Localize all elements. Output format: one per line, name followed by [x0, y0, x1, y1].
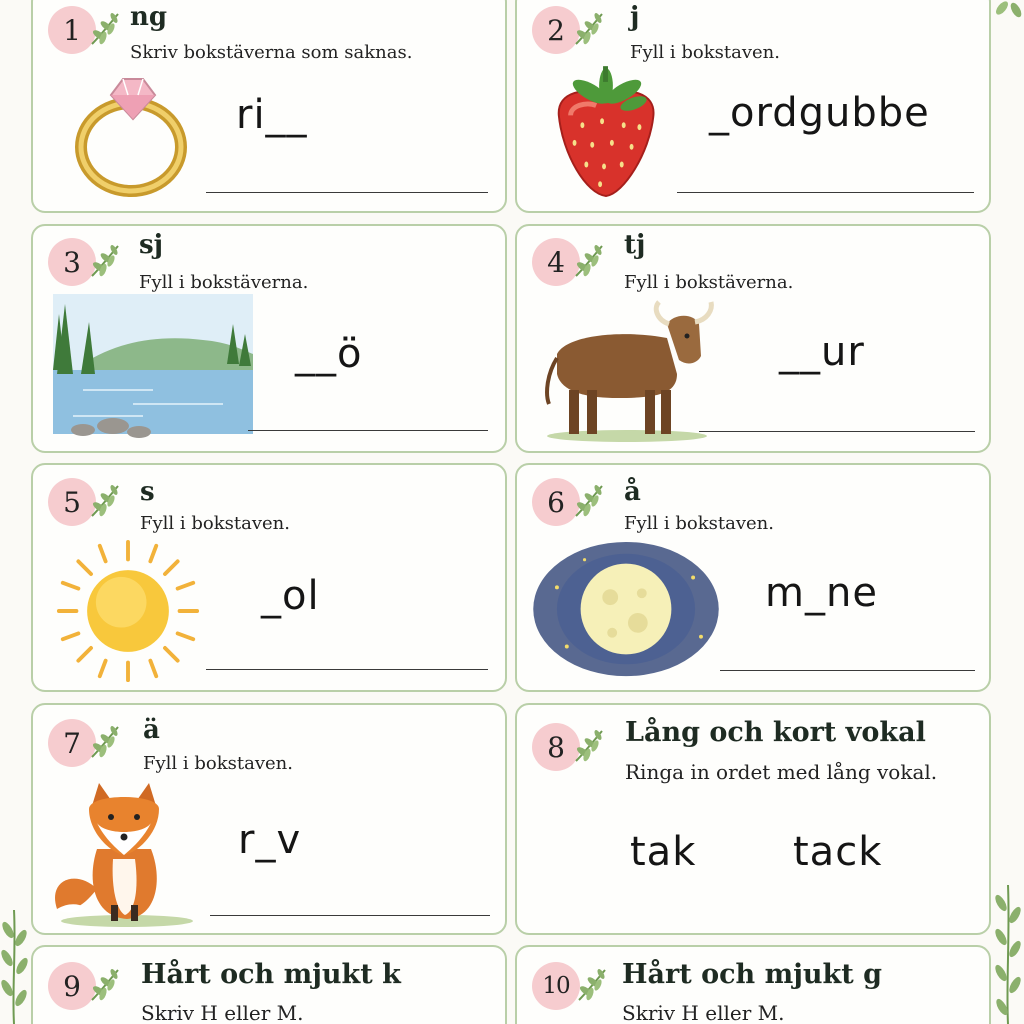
exercise-title: ng — [130, 2, 168, 32]
ring-icon — [73, 75, 193, 205]
exercise-instruction: Fyll i bokstaven. — [624, 513, 774, 534]
exercise-card-9 — [31, 945, 507, 1024]
fox-icon — [47, 779, 197, 929]
answer-line[interactable] — [206, 669, 488, 670]
exercise-instruction: Fyll i bokstaven. — [630, 42, 780, 63]
exercise-title: s — [140, 477, 155, 507]
exercise-card-4 — [515, 224, 991, 453]
word-with-blanks: ri__ — [236, 92, 308, 138]
exercise-title: tj — [624, 230, 646, 260]
lake-icon — [43, 294, 253, 444]
leaf-sprig-icon — [572, 10, 606, 48]
bull-icon — [527, 294, 727, 444]
exercise-card-1 — [31, 0, 507, 213]
moon-icon — [527, 538, 725, 686]
word-with-blanks: m_ne — [765, 570, 878, 616]
leaf-sprig-icon — [572, 242, 606, 280]
exercise-card-8 — [515, 703, 991, 935]
vine-right-icon — [992, 885, 1024, 1024]
choice-word-1[interactable]: tak — [630, 829, 697, 875]
exercise-card-6 — [515, 463, 991, 692]
leaf-sprig-icon — [88, 242, 122, 280]
exercise-number-badge: 6 — [532, 478, 580, 526]
leaf-sprig-icon — [575, 966, 609, 1004]
exercise-card-5 — [31, 463, 507, 692]
leaf-sprig-icon — [572, 727, 606, 765]
exercise-instruction: Ringa in ordet med lång vokal. — [625, 760, 938, 784]
exercise-title: å — [624, 477, 641, 507]
answer-line[interactable] — [699, 431, 975, 432]
answer-line[interactable] — [720, 670, 975, 671]
exercise-instruction: Skriv bokstäverna som saknas. — [130, 42, 413, 63]
sun-icon — [55, 538, 201, 684]
exercise-number-badge: 1 — [48, 6, 96, 54]
exercise-number-badge: 10 — [532, 962, 580, 1010]
exercise-instruction: Fyll i bokstaven. — [143, 753, 293, 774]
exercise-instruction: Fyll i bokstäverna. — [624, 272, 794, 293]
exercise-card-7 — [31, 703, 507, 935]
answer-line[interactable] — [677, 192, 974, 193]
exercise-instruction: Skriv H eller M. — [622, 1001, 785, 1024]
exercise-number-badge: 3 — [48, 238, 96, 286]
leaf-sprig-icon — [88, 10, 122, 48]
exercise-card-10 — [515, 945, 991, 1024]
exercise-number-badge: 5 — [48, 478, 96, 526]
exercise-number-badge: 7 — [48, 719, 96, 767]
exercise-card-3 — [31, 224, 507, 453]
word-with-blanks: __ö — [295, 331, 363, 377]
strawberry-icon — [547, 65, 665, 205]
word-with-blanks: r_v — [238, 817, 302, 863]
exercise-title: Lång och kort vokal — [625, 717, 926, 748]
answer-line[interactable] — [210, 915, 490, 916]
leaf-sprig-icon — [572, 482, 606, 520]
exercise-instruction: Skriv H eller M. — [141, 1001, 304, 1024]
exercise-title: sj — [139, 230, 164, 260]
exercise-instruction: Fyll i bokstäverna. — [139, 272, 309, 293]
exercise-number-badge: 2 — [532, 6, 580, 54]
leaf-sprig-icon — [88, 966, 122, 1004]
exercise-number-badge: 4 — [532, 238, 580, 286]
leaf-sprig-icon — [88, 723, 122, 761]
answer-line[interactable] — [248, 430, 488, 431]
exercise-title: Hårt och mjukt k — [141, 959, 401, 990]
exercise-title: Hårt och mjukt g — [622, 959, 883, 990]
choice-word-2[interactable]: tack — [793, 829, 883, 875]
word-with-blanks: _ordgubbe — [709, 90, 930, 136]
exercise-number-badge: 8 — [532, 723, 580, 771]
leaf-sprig-icon — [88, 482, 122, 520]
exercise-title: j — [630, 2, 640, 32]
word-with-blanks: __ur — [779, 329, 865, 375]
vine-top-right-icon — [990, 0, 1024, 24]
exercise-title: ä — [143, 715, 160, 745]
answer-line[interactable] — [206, 192, 488, 193]
exercise-number-badge: 9 — [48, 962, 96, 1010]
exercise-instruction: Fyll i bokstaven. — [140, 513, 290, 534]
exercise-card-2 — [515, 0, 991, 213]
word-with-blanks: _ol — [261, 573, 320, 619]
